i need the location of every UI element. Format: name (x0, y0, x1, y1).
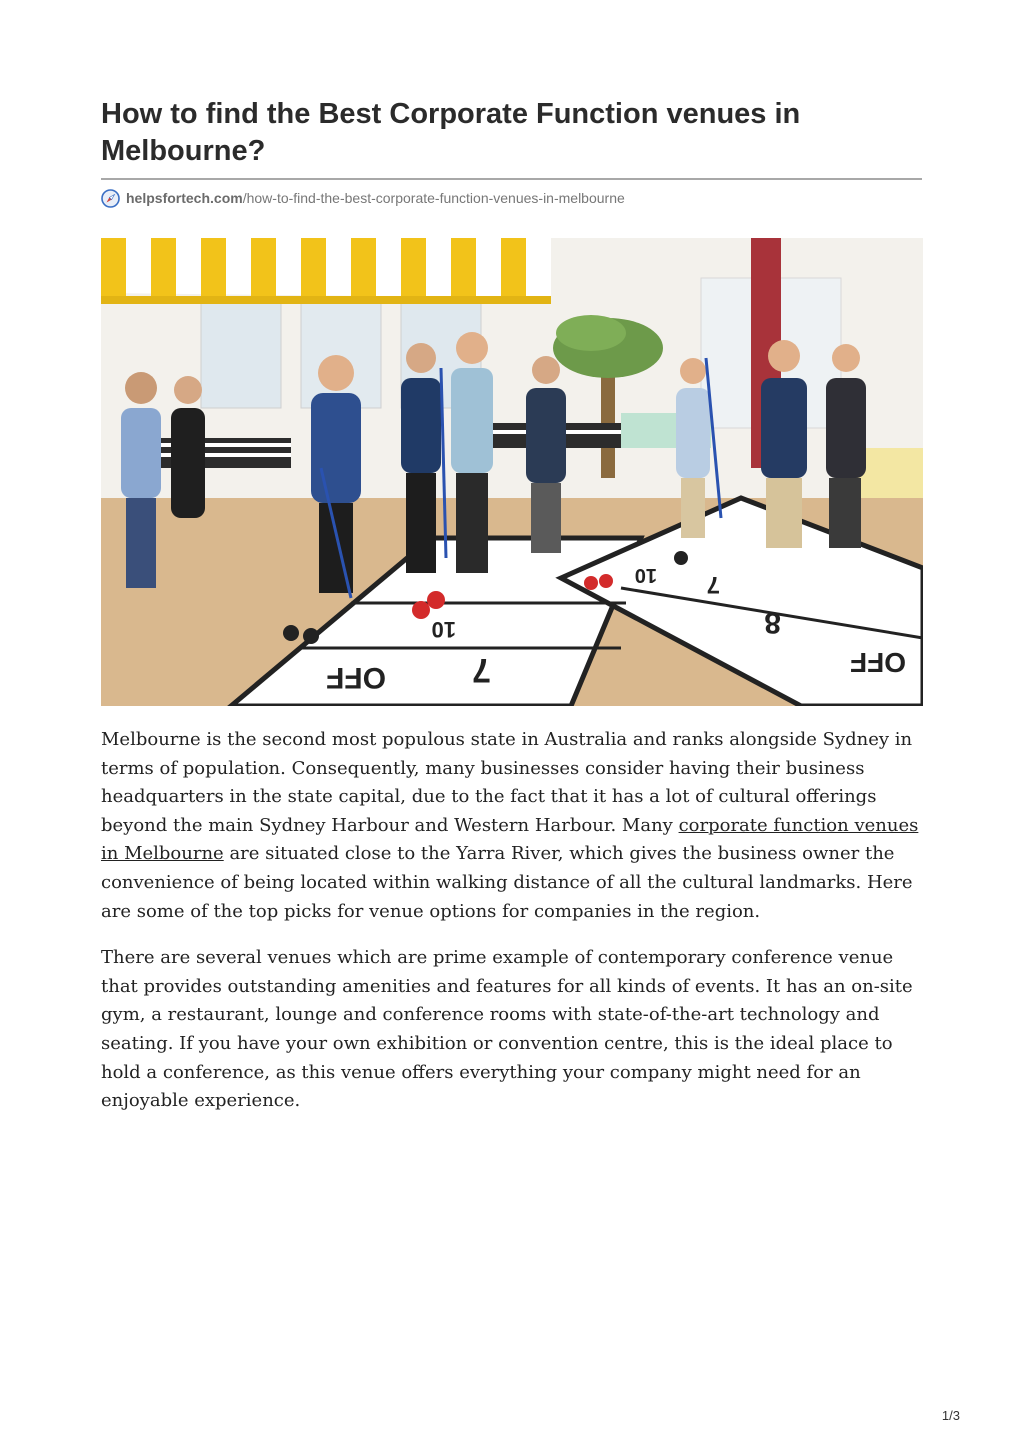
source-path[interactable]: /how-to-find-the-best-corporate-function-venues-in-melbourne (242, 190, 625, 206)
paragraph-1-text-end: are situated close to the Yarra River, which gives the business owner the convenience of being located within walking distance of all the cultural landmarks. Here are some of the top picks for venue options for companies in the region. (101, 843, 913, 922)
compass-icon (101, 189, 120, 208)
paragraph-1 (101, 726, 923, 926)
article-body (101, 726, 923, 1134)
paragraph-2: There are several venues which are prime example of contemporary conference venue that provides outstanding amenities and features for all kinds of events. It has an on-site gym, a restaurant, lounge and conference rooms with state-of-the-art technology and seating. If you have your own exhibition or convention centre, this is the ideal place to hold a conference, as this venue offers everything your company might need for an enjoyable experience. (101, 947, 913, 1112)
svg-text:OFF: OFF (850, 647, 906, 678)
svg-text:10: 10 (431, 617, 456, 642)
corporate-venues-link[interactable]: corporate function venues in Melbourne (101, 814, 919, 865)
svg-text:10: 10 (634, 564, 657, 586)
title-divider (101, 178, 922, 180)
svg-text:7: 7 (706, 571, 720, 598)
page-title: How to find the Best Corporate Function venues in Melbourne? (101, 98, 801, 167)
svg-text:8: 8 (764, 606, 781, 639)
hero-image (101, 238, 923, 706)
page-number: 1/3 (941, 1408, 960, 1423)
source-url[interactable] (101, 188, 625, 208)
svg-text:7: 7 (472, 651, 491, 689)
source-domain[interactable]: helpsfortech.com (126, 190, 243, 206)
paragraph-1-text-start: Melbourne is the second most populous state in Australia and ranks alongside Sydney in terms of population. Consequently, many businesses consider having their business headquarters in the state capital, due to the fact that it has a lot of cultural offerings beyond the main Sydney Harbour and Western Harbour. Many (101, 729, 913, 836)
svg-text:OFF: OFF (326, 661, 386, 694)
